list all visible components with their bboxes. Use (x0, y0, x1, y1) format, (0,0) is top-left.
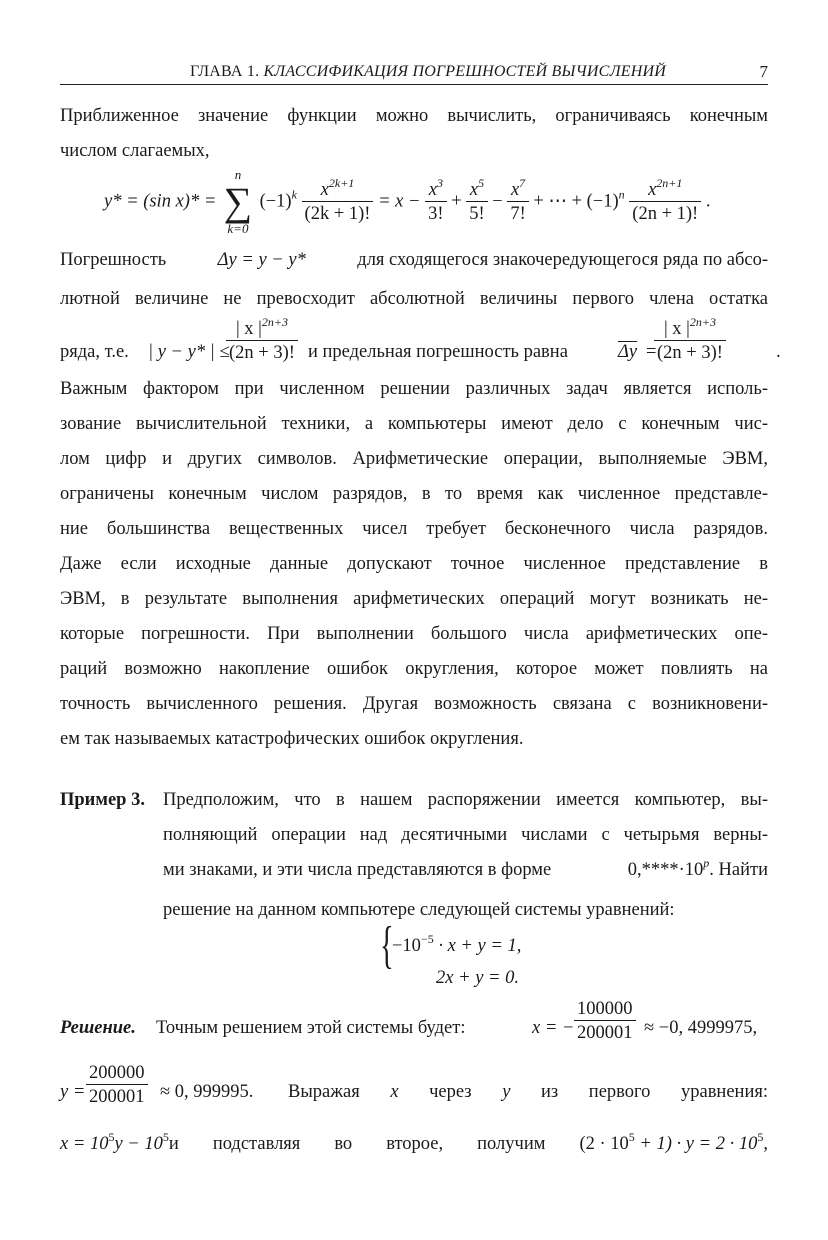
paragraph-2-line-2: лютной величине не превосходит абсолютной величины первого члена остатка (60, 289, 768, 309)
equation-system (380, 917, 560, 996)
paragraph-3-line: зование вычислительной техники, а компьютеры имеют дело с конечным чис- (60, 414, 768, 434)
paragraph-3-line: которые погрешности. При выполнении большого числа арифметических опе- (60, 624, 768, 644)
number-format: 0,****·10 (627, 860, 704, 880)
system-equation-2: 2x + y = 0. (436, 968, 520, 988)
system-brace: { (380, 917, 394, 974)
paragraph-3-line: лом цифр и других символов. Арифметические операции, выполняемые ЭВМ, (60, 449, 768, 469)
running-header (60, 62, 768, 85)
sum-lower-limit: k=0 (227, 221, 249, 236)
general-term-fraction: $\frac{x^{2k+1}}{(2k + 1)!}$ (302, 179, 374, 226)
limit-error-symbol: $\overline{\Delta y}$ (618, 342, 638, 362)
paragraph-3-line: точность вычисленного решения. Другая возможность связана с возникновени- (60, 694, 768, 714)
term-last: $\frac{x^{2n+1}}{(2n + 1)!}$ (629, 179, 701, 226)
solution-line-3: $x = 10^5y - 10^5и$ подставляя во второе, получим $(2 \cdot 10^5 + 1) \cdot y = 2 \cdot 10^5$, (60, 1130, 768, 1154)
formula-lhs: y* = (sin x)* = (104, 191, 217, 212)
paragraph-1-line-1: Приближенное значение функции можно вычислить, ограничиваясь конечным (60, 106, 768, 126)
system-equation-1: $-10^{-5} \cdot x + y = 1$, (392, 932, 522, 956)
sign-term: (−1) (259, 191, 292, 212)
exact-x-fraction: $\frac{100000}{200001}$ (574, 998, 636, 1045)
sum-upper-limit: n (234, 167, 242, 182)
sigma-symbol: ∑ (223, 179, 253, 224)
paragraph-2-line-1: Погрешность Δy = y − y* для сходящегося знакочередующегося ряда по абсо- (60, 250, 768, 270)
example-line-3: ми знаками, и эти числа представляются в форме $0,****\cdot 10^p$. Найти (163, 856, 768, 880)
error-bound-fraction: $\frac{| x |^{2n+3}}{(2n + 3)!}$ (226, 318, 298, 365)
exact-y-value: ≈ 0, 999995. (160, 1082, 254, 1102)
solution-line-1: Решение. Точным решением этой системы будет: x = − $\frac{100000}{200001}$ ≈ −0, 4999975, (60, 999, 758, 1043)
paragraph-3-line: раций возможно накопление ошибок округления, которое может повлиять на (60, 659, 768, 679)
paragraph-3-line: ем так называемых катастрофических ошибок округления. (60, 729, 524, 749)
paragraph-2-line-3: ряда, т.е. | y − y* | ≤ $\frac{| x |^{2n+3}}{(2n + 3)!}$ и предельная погрешность равна $\overline{\Delta y}$ = $\frac{| x |^{2n+3}}{(2n + 3)!}$ . (60, 315, 781, 363)
paragraph-3-line: Важным фактором при численном решении различных задач является исполь- (60, 379, 768, 399)
solution-line-2: y = $\frac{200000}{200001}$ ≈ 0, 999995. Выражая x через y из первого уравнения: (60, 1063, 768, 1107)
paragraph-3-line: ЭВМ, в результате выполнения арифметических операций могут возникать не- (60, 589, 768, 609)
page-number: 7 (759, 62, 768, 81)
chapter-title: ГЛАВА 1. КЛАССИФИКАЦИЯ ПОГРЕШНОСТЕЙ ВЫЧИСЛЕНИЙ (190, 63, 666, 80)
paragraph-3-line: ние большинства вещественных чисел требует бесконечного числа разрядов. (60, 519, 768, 539)
error-definition: Δy = y − y* (217, 250, 306, 270)
error-bound-lhs: | y − y* | ≤ (148, 342, 230, 362)
expansion-start: = x − (378, 191, 421, 212)
example-label: Пример 3. (60, 790, 145, 810)
paragraph-1-line-2: числом слагаемых, (60, 141, 210, 161)
summation (221, 168, 255, 236)
sign-exponent: k (291, 187, 297, 202)
exact-y-fraction: $\frac{200000}{200001}$ (86, 1062, 148, 1109)
paragraph-3-line: Даже если исходные данные допускают точное численное представление в (60, 554, 768, 574)
example-line-4: решение на данном компьютере следующей системы уравнений: (163, 900, 675, 920)
term-x3: $\frac{x^3}{3!}$ (425, 179, 446, 226)
taylor-series-formula: y* = (sin x)* = n ∑ k=0 $(-1)^k$ $\frac{x^{2k+1}}{(2k + 1)!}$ = x − $\frac{x^3}{3!}$ + $\frac{x^5}{5!}$ − $\frac{x^7}{7!}$ + ⋯ + $(-1)^n$ $\frac{x^{2n+1}}{(2n + 1)!}$ . (104, 167, 711, 236)
example-line-2: полняющий операции над десятичными числами с четырьмя верны- (163, 825, 768, 845)
limit-error-fraction: $\frac{| x |^{2n+3}}{(2n + 3)!}$ (654, 318, 726, 365)
term-x7: $\frac{x^7}{7!}$ (507, 179, 528, 226)
example-line-1: Предположим, что в нашем распоряжении имеется компьютер, вы- (163, 790, 768, 810)
term-x5: $\frac{x^5}{5!}$ (466, 179, 487, 226)
exact-x-value: ≈ −0, 4999975, (644, 1018, 758, 1038)
paragraph-3-line: ограничены конечным числом разрядов, в то время как численное представле- (60, 484, 768, 504)
